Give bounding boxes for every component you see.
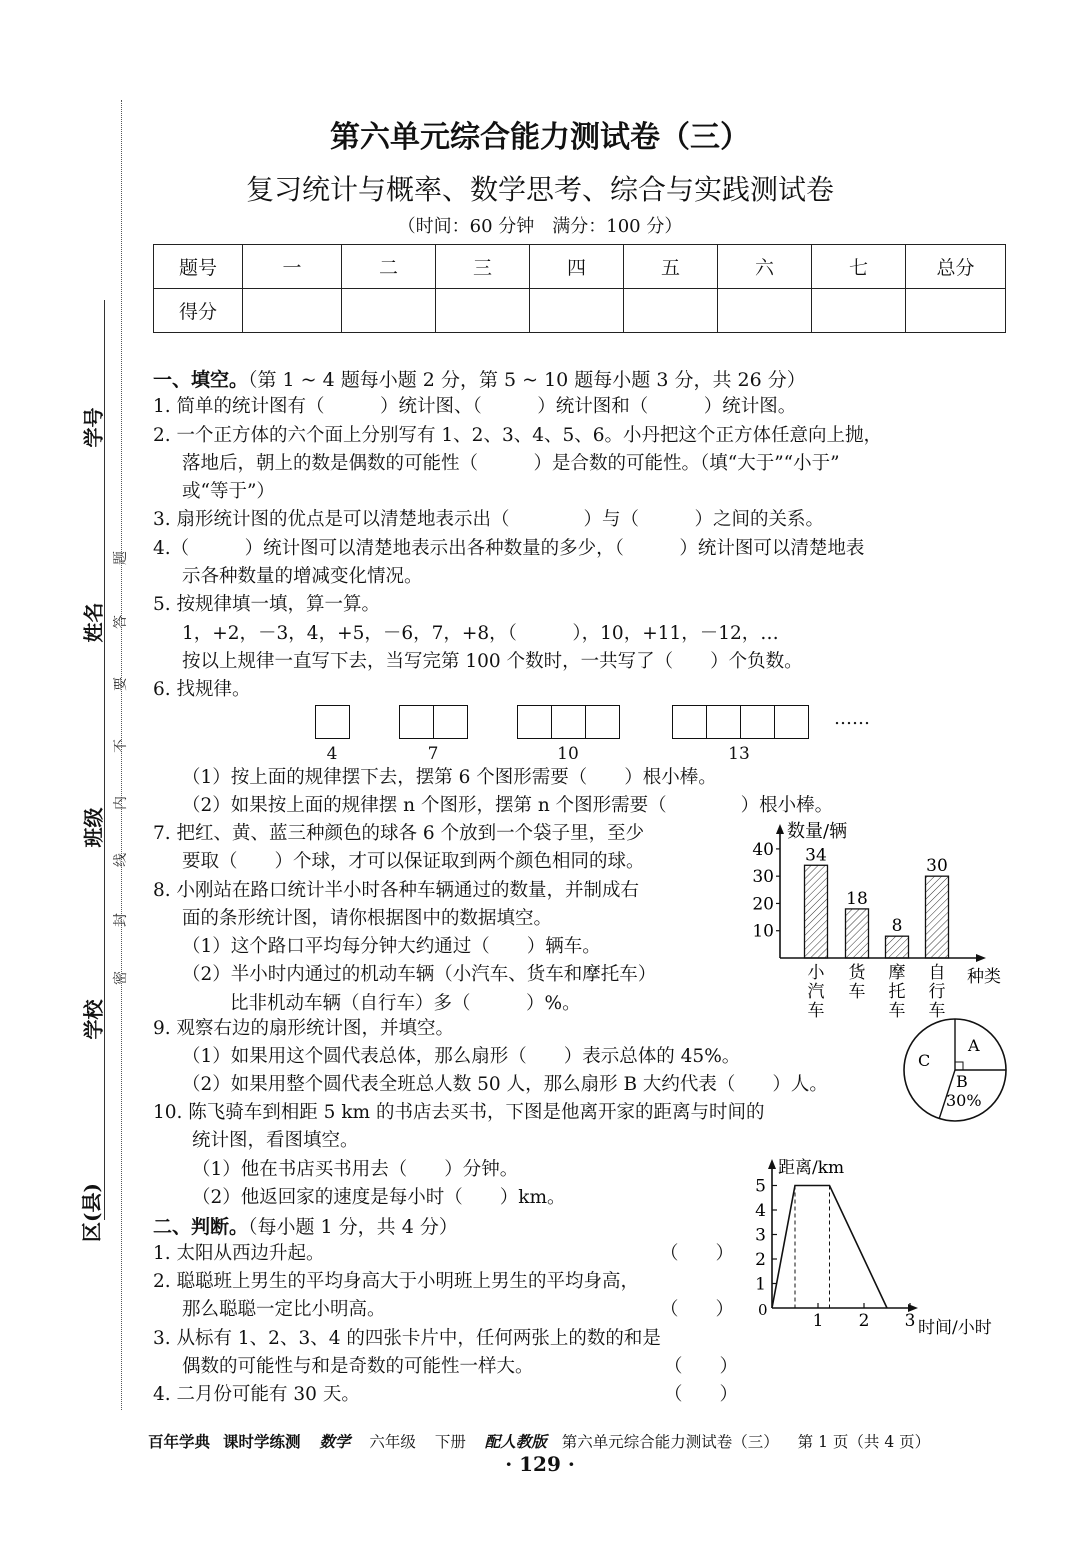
seal-char: 封: [113, 913, 129, 927]
question-8-2-line2: 比非机动车辆（自行车）多（ ）%。: [230, 993, 581, 1014]
category-label-char: 行: [928, 982, 946, 1002]
score-cell[interactable]: [812, 289, 906, 333]
bar: [846, 909, 869, 958]
question-8-1: （1）这个路口平均每分钟大约通过（ ）辆车。: [182, 936, 601, 957]
bar: [805, 865, 828, 958]
seal-char: 答: [113, 615, 129, 629]
score-header-cell: 一: [243, 245, 342, 289]
question-7-line2: 要取（ ）个球，才可以保证取到两个颜色相同的球。: [182, 851, 645, 872]
question-6-1: （1）按上面的规律摆下去，摆第 6 个图形需要（ ）根小棒。: [182, 767, 717, 788]
section1-title: 一、填空。: [153, 369, 249, 391]
x-tick-label: 2: [858, 1311, 870, 1331]
judge-2: 2. 聪聪班上男生的平均身高大于小明班上男生的平均身高，: [153, 1271, 640, 1292]
footer-subject: 数学: [319, 1432, 351, 1451]
pie-label-a: A: [968, 1036, 980, 1055]
y-axis-label: 距离/km: [778, 1158, 845, 1178]
score-row-label: 得分: [154, 289, 243, 333]
question-6-2: （2）如果按上面的规律摆 n 个图形，摆第 n 个图形需要（ ）根小棒。: [182, 795, 834, 816]
distance-time-chart: [752, 1153, 1014, 1343]
pattern-count: 4: [326, 744, 338, 764]
bar-value-label: 18: [846, 888, 868, 909]
x-tick-label: 3: [904, 1311, 916, 1331]
judge-answer-box[interactable]: （ ）: [664, 1384, 739, 1405]
bar: [926, 876, 949, 958]
score-cell[interactable]: [530, 289, 624, 333]
question-1: 1. 简单的统计图有（ ）统计图、（ ）统计图和（ ）统计图。: [153, 396, 797, 417]
origin-label: 0: [758, 1301, 768, 1319]
question-8-2: （2）半小时内通过的机动车辆（小汽车、货车和摩托车）: [182, 964, 657, 985]
score-header-cell: 三: [436, 245, 530, 289]
section2-note: （每小题 1 分，共 4 分）: [248, 1216, 458, 1238]
judge-3: 3. 从标有 1、2、3、4 的四张卡片中，任何两张上的数的和是: [153, 1328, 661, 1349]
pie-label-b-percent: 30%: [946, 1091, 982, 1110]
score-header-cell: 六: [718, 245, 812, 289]
category-label-char: 自: [928, 963, 946, 983]
question-2: 2. 一个正方体的六个面上分别写有 1、2、3、4、5、6。小丹把这个正方体任意向上抛，: [153, 425, 883, 446]
seal-char: 线: [113, 853, 129, 867]
judge-4: 4. 二月份可能有 30 天。: [153, 1384, 360, 1405]
judge-3-line2: 偶数的可能性与和是奇数的可能性一样大。: [182, 1356, 534, 1377]
question-7: 7. 把红、黄、蓝三种颜色的球各 6 个放到一个袋子里，至少: [153, 823, 645, 844]
x-axis-label: 时间/小时: [918, 1318, 992, 1338]
score-cell[interactable]: [906, 289, 1006, 333]
y-tick-label: 20: [752, 894, 774, 915]
label-school: 学校: [81, 999, 106, 1040]
bar-value-label: 34: [805, 845, 827, 866]
pattern-count: 13: [728, 744, 750, 764]
question-8: 8. 小刚站在路口统计半小时各种车辆通过的数量，并制成右: [153, 880, 640, 901]
question-10-1: （1）他在书店买书用去（ ）分钟。: [192, 1159, 519, 1180]
question-6: 6. 找规律。: [153, 679, 251, 700]
question-9-1: （1）如果用这个圆代表总体，那么扇形（ ）表示总体的 45%。: [182, 1046, 741, 1067]
time-info: （时间：60 分钟 满分：100 分）: [397, 216, 683, 237]
seal-char: 密: [113, 971, 129, 985]
x-axis-label: 种类: [967, 967, 1001, 987]
bar-value-label: 30: [926, 856, 948, 877]
y-tick-label: 40: [752, 839, 774, 860]
score-cell[interactable]: [342, 289, 436, 333]
x-tick-label: 1: [812, 1311, 824, 1331]
page-subtitle: 复习统计与概率、数学思考、综合与实践测试卷: [245, 173, 834, 206]
seal-char: 题: [113, 551, 129, 565]
section2-title: 二、判断。: [153, 1216, 249, 1238]
score-header-cell: 四: [530, 245, 624, 289]
question-9-2: （2）如果用整个圆代表全班总人数 50 人，那么扇形 B 大约代表（ ）人。: [182, 1074, 828, 1095]
category-label-char: 小: [807, 963, 825, 983]
score-cell[interactable]: [243, 289, 342, 333]
seal-char: 要: [113, 677, 129, 691]
score-table: [153, 244, 1006, 333]
footer-volume: 下册: [434, 1433, 466, 1451]
pattern-count: 7: [427, 744, 439, 764]
question-2-line3: 或“等于”）: [182, 481, 275, 502]
section2-heading: [153, 1212, 458, 1239]
category-label-char: 车: [888, 1001, 906, 1021]
question-4: 4.（ ）统计图可以清楚地表示出各种数量的多少，（ ）统计图可以清楚地表: [153, 538, 865, 559]
y-axis-arrow: [768, 1159, 776, 1169]
footer-brand: 百年学典: [148, 1433, 211, 1451]
y-tick-label: 30: [752, 867, 774, 888]
question-5-sequence: 1，+2，－3，4，+5，－6，7，+8，（ ），10，+11，－12，…: [182, 623, 779, 644]
y-axis-arrow: [776, 824, 784, 834]
page-title: 第六单元综合能力测试卷（三）: [330, 120, 750, 155]
section1-heading: [153, 365, 806, 392]
question-2-line2: 落地后，朝上的数是偶数的可能性（ ）是合数的可能性。（填“大于”“小于”: [182, 453, 840, 474]
distance-line: [772, 1186, 887, 1309]
label-class: 班级: [81, 807, 106, 848]
label-district: 区(县): [79, 1183, 104, 1242]
score-cell[interactable]: [624, 289, 718, 333]
seal-char: 内: [113, 796, 129, 810]
footer-page: 第 1 页（共 4 页）: [797, 1433, 931, 1451]
judge-1: 1. 太阳从西边升起。: [153, 1243, 325, 1264]
pie-chart: [898, 1015, 1013, 1125]
score-cell[interactable]: [436, 289, 530, 333]
score-header-cell: 总分: [906, 245, 1006, 289]
bar: [886, 936, 909, 958]
y-tick-label: 3: [755, 1225, 766, 1246]
category-label-char: 货: [848, 963, 866, 983]
label-student-id: 学号: [81, 407, 106, 448]
category-label-char: 车: [848, 982, 866, 1002]
label-name: 姓名: [81, 602, 106, 643]
bar-chart: [745, 818, 1015, 1023]
x-axis-arrow: [976, 954, 986, 962]
question-10-2: （2）他返回家的速度是每小时（ ）km。: [192, 1187, 566, 1208]
pattern-count: 10: [557, 744, 579, 764]
category-label-char: 车: [807, 1001, 825, 1021]
judge-2-line2: 那么聪聪一定比小明高。: [182, 1299, 386, 1320]
judge-answer-box[interactable]: （ ）: [660, 1299, 735, 1320]
y-tick-label: 1: [755, 1274, 766, 1295]
question-3: 3. 扇形统计图的优点是可以清楚地表示出（ ）与（ ）之间的关系。: [153, 509, 825, 530]
section1-note: （第 1 ~ 4 题每小题 2 分，第 5 ~ 10 题每小题 3 分，共 26 分）: [248, 369, 806, 391]
score-header-cell: 五: [624, 245, 718, 289]
y-tick-label: 2: [755, 1250, 766, 1270]
score-header-cell: 题号: [154, 245, 243, 289]
pie-label-c: C: [918, 1051, 931, 1070]
question-4-line2: 示各种数量的增减变化情况。: [182, 566, 423, 587]
question-5-line3: 按以上规律一直写下去，当写完第 100 个数时，一共写了（ ）个负数。: [182, 651, 803, 672]
question-10-line2: 统计图，看图填空。: [192, 1130, 359, 1151]
footer-paper: 第六单元综合能力测试卷（三）: [561, 1433, 779, 1451]
footer-series: 课时学练测: [222, 1433, 301, 1451]
footer-bar: [148, 1430, 930, 1452]
pie-label-b: B: [956, 1072, 968, 1091]
score-header-cell: 七: [812, 245, 906, 289]
binding-dotted-line: [121, 100, 122, 1410]
category-label-char: 车: [928, 1001, 946, 1021]
y-tick-label: 10: [752, 921, 774, 942]
question-5: 5. 按规律填一填，算一算。: [153, 594, 381, 615]
y-axis-label: 数量/辆: [787, 821, 848, 842]
footer-edition: 配人教版: [484, 1432, 547, 1451]
seal-char: 不: [113, 739, 129, 753]
footer-grade: 六年级: [369, 1433, 416, 1451]
category-label-char: 托: [888, 982, 906, 1002]
y-tick-label: 5: [755, 1176, 766, 1197]
judge-answer-box[interactable]: （ ）: [664, 1356, 739, 1377]
page-number: · 129 ·: [505, 1452, 575, 1476]
question-8-line2: 面的条形统计图，请你根据图中的数据填空。: [182, 908, 553, 929]
category-label-char: 汽: [807, 982, 825, 1002]
score-cell[interactable]: [718, 289, 812, 333]
pattern-ellipsis: ……: [834, 708, 870, 729]
question-10: 10. 陈飞骑车到相距 5 km 的书店去买书，下图是他离开家的距离与时间的: [153, 1102, 765, 1123]
question-9: 9. 观察右边的扇形统计图，并填空。: [153, 1018, 455, 1039]
category-label-char: 摩: [888, 963, 906, 983]
y-tick-label: 4: [755, 1201, 766, 1221]
score-header-cell: 二: [342, 245, 436, 289]
judge-answer-box[interactable]: （ ）: [660, 1243, 735, 1264]
bar-value-label: 8: [891, 916, 903, 937]
